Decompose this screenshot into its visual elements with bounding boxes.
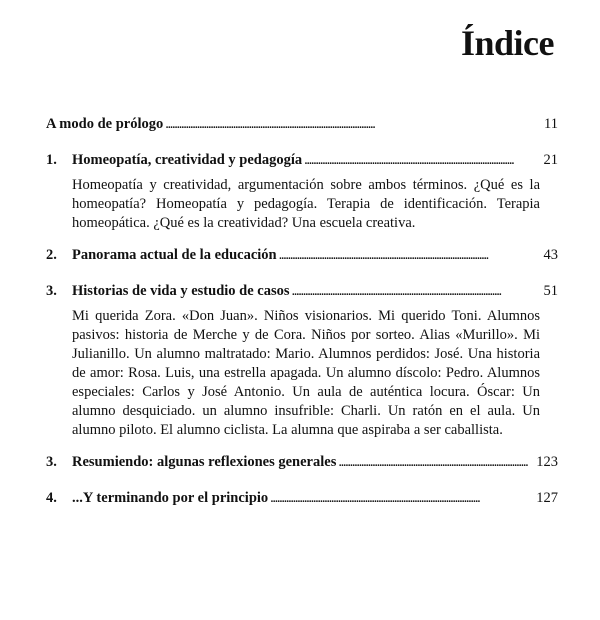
page-title: Índice — [460, 23, 554, 63]
toc-entry-number: 3. — [46, 454, 57, 470]
toc-entry-chapter-3b — [46, 452, 558, 472]
toc-entry-number: 1. — [46, 152, 57, 168]
toc-entry-number: 4. — [46, 490, 57, 506]
toc-entry-prologo — [46, 114, 558, 134]
dot-leader — [279, 245, 528, 265]
toc-entry-page: 21 — [543, 152, 558, 168]
toc-entry-page: 127 — [536, 490, 558, 506]
toc-entry-label: Resumiendo: algunas reflexiones generales — [72, 454, 337, 470]
dot-leader — [292, 281, 528, 301]
toc-entry-chapter-2 — [46, 245, 558, 265]
dot-leader — [304, 150, 528, 170]
table-of-contents — [46, 114, 558, 508]
dot-leader — [165, 114, 528, 134]
toc-entry-chapter-1 — [46, 150, 558, 170]
toc-entry-page: 43 — [543, 247, 558, 263]
toc-entry-number: 3. — [46, 283, 57, 299]
toc-entry-label: Panorama actual de la educación — [72, 247, 277, 263]
toc-entry-number: 2. — [46, 247, 57, 263]
toc-entry-chapter-4 — [46, 488, 558, 508]
toc-entry-label: ...Y terminando por el principio — [72, 490, 269, 506]
toc-entry-label: Homeopatía, creatividad y pedagogía — [72, 152, 303, 168]
toc-entry-label: Historias de vida y estudio de casos — [72, 283, 290, 299]
toc-entry-description: Homeopatía y creatividad, argumentación sobre ambos términos. ¿Qué es la homeopatía? Homeopatía y pedagogía. Terapia de identificación. Terapia homeopática. ¿Qué es la creatividad? Una escuela creativa. — [72, 177, 540, 231]
toc-entry-label: A modo de prólogo — [46, 116, 164, 132]
dot-leader — [270, 488, 528, 508]
toc-entry-page: 123 — [536, 454, 558, 470]
toc-entry-description: Mi querida Zora. «Don Juan». Niños visionarios. Mi querido Toni. Alumnos pasivos: historia de Merche y de Cora. Niños por sorteo. Alias «Murillo». Mi Julianillo. Un alumno maltratado: Mario. Alumnos perdidos: José. Una historia de amor: Rosa. Luis, una estrella apagada. Un alumno díscolo: Pedro. Alumnos especiales: Carlos y José Antonio. Un aula de auténtica locura. Óscar: Un alumno desquiciado. un alumno insufrible: Charli. Un ratón en el aula. Un alumno piloto. El alumno ciclista. La alumna que aspiraba a ser caballista. — [72, 308, 540, 438]
toc-entry-page: 51 — [543, 283, 558, 299]
toc-entry-page: 11 — [544, 116, 558, 132]
toc-entry-chapter-3 — [46, 281, 558, 301]
dot-leader — [338, 452, 528, 472]
